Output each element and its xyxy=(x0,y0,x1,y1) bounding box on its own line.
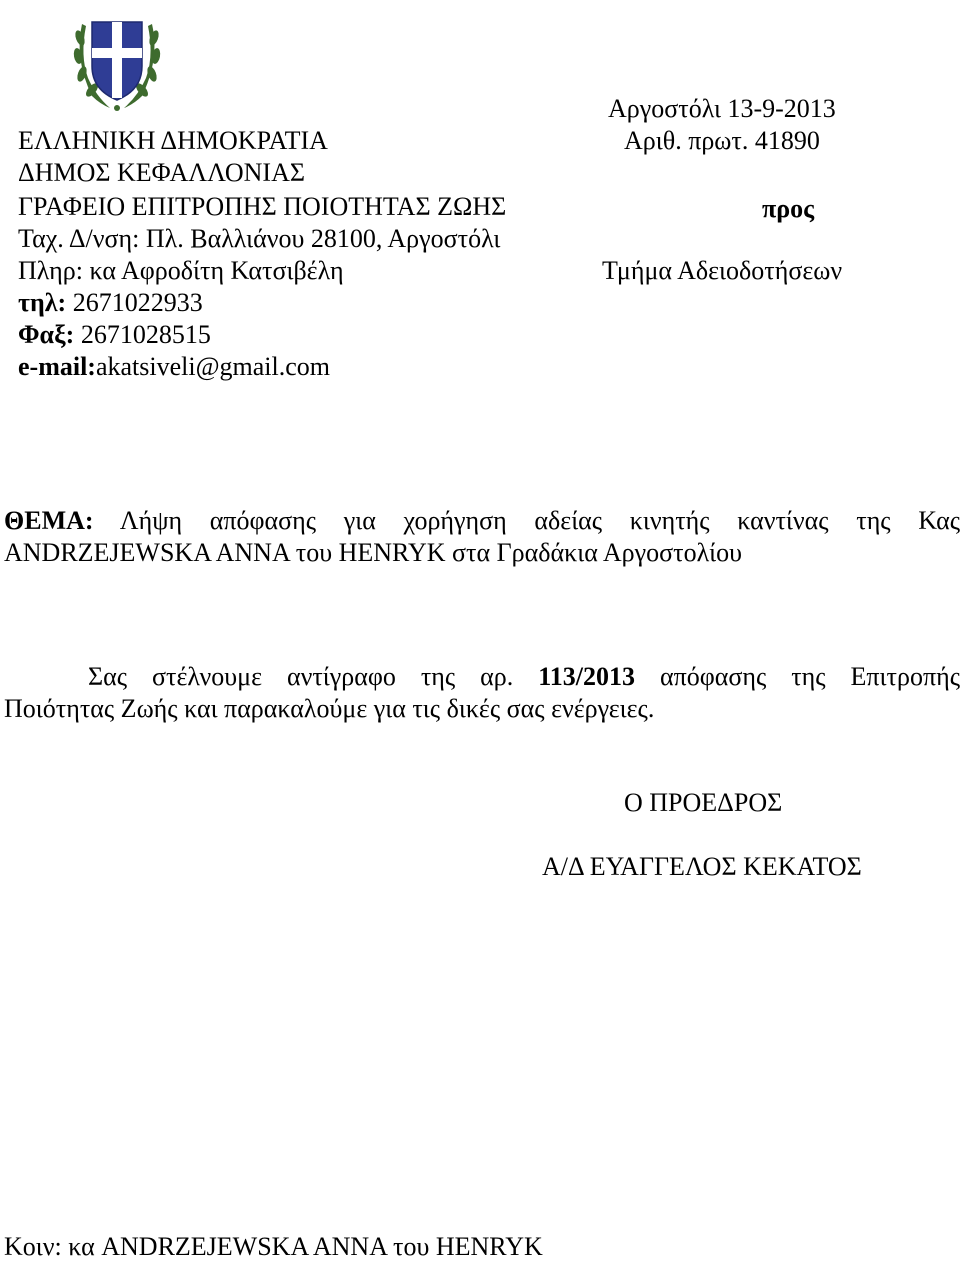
fax-value: 2671028515 xyxy=(74,320,211,349)
body-line-1: Σας στέλνουμε αντίγραφο της αρ. 113/2013 απόφασης της Επιτροπής xyxy=(88,662,960,691)
to-label: προς xyxy=(762,194,815,223)
header-phone xyxy=(18,288,203,318)
signature-title: Ο ΠΡΟΕΔΡΟΣ xyxy=(624,788,783,817)
fax-label: Φαξ: xyxy=(18,320,75,349)
subject-line-2: ANDRZEJEWSKA ANNA του HENRYK στα Γραδάκια Αργοστολίου xyxy=(4,538,743,567)
header-country: ΕΛΛΗΝΙΚΗ ΔΗΜΟΚΡΑΤΙΑ xyxy=(18,126,328,155)
subject-text: Λήψη απόφασης για χορήγηση αδείας κινητής καντίνας της Κας xyxy=(93,506,960,535)
signature-name: Α/Δ ΕΥΑΓΓΕΛΟΣ ΚΕΚΑΤΟΣ xyxy=(542,852,862,881)
document-date: Αργοστόλι 13-9-2013 xyxy=(608,94,836,123)
decision-number: 113/2013 xyxy=(538,662,636,691)
cross-icon xyxy=(112,22,122,98)
body-line-2: Ποιότητας Ζωής και παρακαλούμε για τις δικές σας ενέργειες. xyxy=(4,694,655,723)
header-info: Πληρ: κα Αφροδίτη Κατσιβέλη xyxy=(18,256,344,285)
phone-label: τηλ: xyxy=(18,288,67,317)
subject-line-1 xyxy=(4,506,960,536)
header-email xyxy=(18,352,330,382)
phone-value: 2671022933 xyxy=(66,288,203,317)
cc-line: Κοιν: κα ANDRZEJEWSKA ANNA του HENRYK xyxy=(4,1232,543,1261)
header-address: Ταχ. Δ/νση: Πλ. Βαλλιάνου 28100, Αργοστόλι xyxy=(18,224,501,253)
recipient: Τμήμα Αδειοδοτήσεων xyxy=(602,256,843,285)
email-value: akatsiveli@gmail.com xyxy=(95,352,331,381)
email-label: e-mail: xyxy=(18,352,96,381)
header-office: ΓΡΑΦΕΙΟ ΕΠΙΤΡΟΠΗΣ ΠΟΙΟΤΗΤΑΣ ΖΩΗΣ xyxy=(18,192,507,221)
subject-label: ΘΕΜΑ: xyxy=(4,506,94,535)
greek-coat-of-arms-emblem xyxy=(70,4,164,114)
header-municipality: ΔΗΜΟΣ ΚΕΦΑΛΛΟΝΙΑΣ xyxy=(18,158,305,187)
header-fax xyxy=(18,320,211,350)
protocol-number: Αριθ. πρωτ. 41890 xyxy=(624,126,820,155)
